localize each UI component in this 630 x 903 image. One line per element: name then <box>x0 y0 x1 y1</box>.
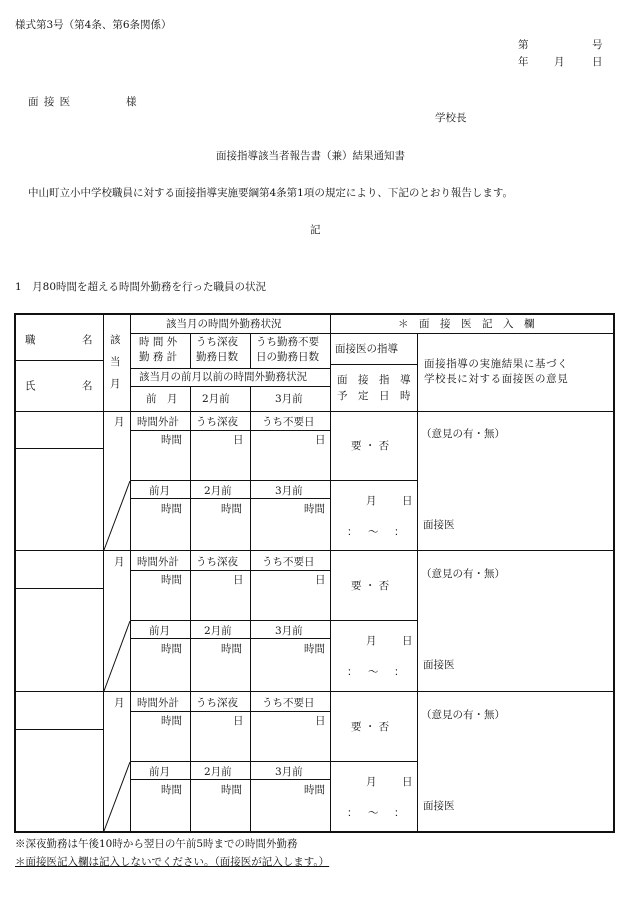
record-opinion: （意見の有・無） <box>421 428 505 440</box>
header-current-month: 該当月の時間外勤務状況 <box>166 318 282 330</box>
record-pu1: 時間 <box>161 643 182 655</box>
record-p2: 2月前 <box>204 766 232 778</box>
record-nichi: 日 <box>402 495 413 507</box>
record-c2: うち深夜 <box>196 416 238 428</box>
header-gaitou-1: 該 <box>110 334 121 346</box>
record-c1: 時間外計 <box>137 556 179 568</box>
note-doctor-field: ＊面接医記入欄は記入しないでください。（面接医が記入します。） <box>15 856 330 868</box>
header-col3-l1: うち勤務不要 <box>256 336 319 348</box>
record-yohi: 要 ・ 否 <box>351 580 390 592</box>
record-colon-b: ： <box>394 807 405 819</box>
number-dai: 第 <box>518 39 529 51</box>
record-tsuki: 月 <box>114 416 125 428</box>
record-colon-a: ： <box>347 526 358 538</box>
header-prev: 該当月の前月以前の時間外勤務状況 <box>139 371 307 383</box>
record-doctor: 面接医 <box>423 800 455 812</box>
record-u3: 日 <box>315 434 326 446</box>
record-yohi: 要 ・ 否 <box>351 440 390 452</box>
ki-label: 記 <box>310 224 321 236</box>
record-u1: 時間 <box>161 574 182 586</box>
record-tilde: 〜 <box>368 526 379 538</box>
header-shokumei-a: 職 <box>25 334 36 346</box>
record-colon-a: ： <box>347 666 358 678</box>
record-colon-b: ： <box>394 666 405 678</box>
header-gaitou-2: 当 <box>110 356 121 368</box>
record-p1: 前月 <box>149 485 170 497</box>
record-p2: 2月前 <box>204 625 232 637</box>
header-shimei-b: 名 <box>82 380 93 392</box>
header-shokumei-b: 名 <box>82 334 93 346</box>
body-text: 中山町立小中学校職員に対する面接指導実施要綱第4条第1項の規定により、下記のとおり報告します。 <box>28 187 514 199</box>
record-p1: 前月 <box>149 625 170 637</box>
date-day: 日 <box>592 56 603 68</box>
header-prev-1: 前 月 <box>146 393 178 405</box>
header-doctor-guidance: 面接医の指導 <box>335 343 398 355</box>
record-pu2: 時間 <box>221 784 242 796</box>
record-gatsu: 月 <box>366 776 377 788</box>
sender: 学校長 <box>435 112 467 124</box>
header-col2-l1: うち深夜 <box>196 336 238 348</box>
record-p2: 2月前 <box>204 485 232 497</box>
header-opinion-l2: 学校長に対する面接医の意見 <box>424 373 569 385</box>
record-p1: 前月 <box>149 766 170 778</box>
record-u1: 時間 <box>161 434 182 446</box>
record-pu2: 時間 <box>221 643 242 655</box>
record-c3: うち不要日 <box>262 697 315 709</box>
note-late-night: ※深夜勤務は午後10時から翌日の午前5時までの時間外勤務 <box>15 838 298 850</box>
record-colon-b: ： <box>394 526 405 538</box>
record-tilde: 〜 <box>368 807 379 819</box>
record-u2: 日 <box>233 434 244 446</box>
header-schedule-l1: 面 接 指 導 <box>337 374 411 386</box>
record-gatsu: 月 <box>366 495 377 507</box>
record-doctor: 面接医 <box>423 659 455 671</box>
record-p3: 3月前 <box>275 766 303 778</box>
header-doctor: ＊ 面 接 医 記 入 欄 <box>398 318 535 330</box>
record-colon-a: ： <box>347 807 358 819</box>
record-c1: 時間外計 <box>137 416 179 428</box>
record-u1: 時間 <box>161 715 182 727</box>
record-yohi: 要 ・ 否 <box>351 721 390 733</box>
record-opinion: （意見の有・無） <box>421 709 505 721</box>
date-year: 年 <box>518 56 529 68</box>
header-schedule-l2: 予 定 日 時 <box>337 390 411 402</box>
record-u2: 日 <box>233 715 244 727</box>
header-col1-l1: 時 間 外 <box>139 336 178 348</box>
record-tilde: 〜 <box>368 666 379 678</box>
record-nichi: 日 <box>402 635 413 647</box>
header-gaitou-3: 月 <box>110 378 121 390</box>
record-pu1: 時間 <box>161 784 182 796</box>
header-prev-3: 3月前 <box>275 393 303 405</box>
record-c3: うち不要日 <box>262 416 315 428</box>
header-col2-l2: 勤務日数 <box>196 351 238 363</box>
number-go: 号 <box>592 39 603 51</box>
record-p3: 3月前 <box>275 625 303 637</box>
record-u3: 日 <box>315 574 326 586</box>
record-u3: 日 <box>315 715 326 727</box>
record-p3: 3月前 <box>275 485 303 497</box>
addressee-sama: 様 <box>126 96 137 108</box>
record-tsuki: 月 <box>114 697 125 709</box>
record-gatsu: 月 <box>366 635 377 647</box>
header-opinion-l1: 面接指導の実施結果に基づく <box>424 358 569 370</box>
record-pu3: 時間 <box>304 503 325 515</box>
diagonal-stroke <box>103 480 131 551</box>
header-prev-2: 2月前 <box>202 393 230 405</box>
header-col3-l2: 日の勤務日数 <box>256 351 319 363</box>
record-c1: 時間外計 <box>137 697 179 709</box>
diagonal-stroke <box>103 620 131 692</box>
record-u2: 日 <box>233 574 244 586</box>
section-heading: 1 月80時間を超える時間外勤務を行った職員の状況 <box>15 281 267 293</box>
record-pu1: 時間 <box>161 503 182 515</box>
record-pu3: 時間 <box>304 784 325 796</box>
record-c2: うち深夜 <box>196 556 238 568</box>
date-month: 月 <box>554 56 565 68</box>
page-title: 面接指導該当者報告書（兼）結果通知書 <box>216 150 405 162</box>
record-nichi: 日 <box>402 776 413 788</box>
record-c2: うち深夜 <box>196 697 238 709</box>
diagonal-stroke <box>103 761 131 832</box>
record-tsuki: 月 <box>114 556 125 568</box>
record-opinion: （意見の有・無） <box>421 568 505 580</box>
record-doctor: 面接医 <box>423 519 455 531</box>
addressee-label: 面 接 医 <box>28 96 72 108</box>
record-pu2: 時間 <box>221 503 242 515</box>
form-id: 様式第3号（第4条、第6条関係） <box>15 19 172 31</box>
header-col1-l2: 勤 務 計 <box>139 351 178 363</box>
record-pu3: 時間 <box>304 643 325 655</box>
record-c3: うち不要日 <box>262 556 315 568</box>
header-shimei-a: 氏 <box>25 380 36 392</box>
